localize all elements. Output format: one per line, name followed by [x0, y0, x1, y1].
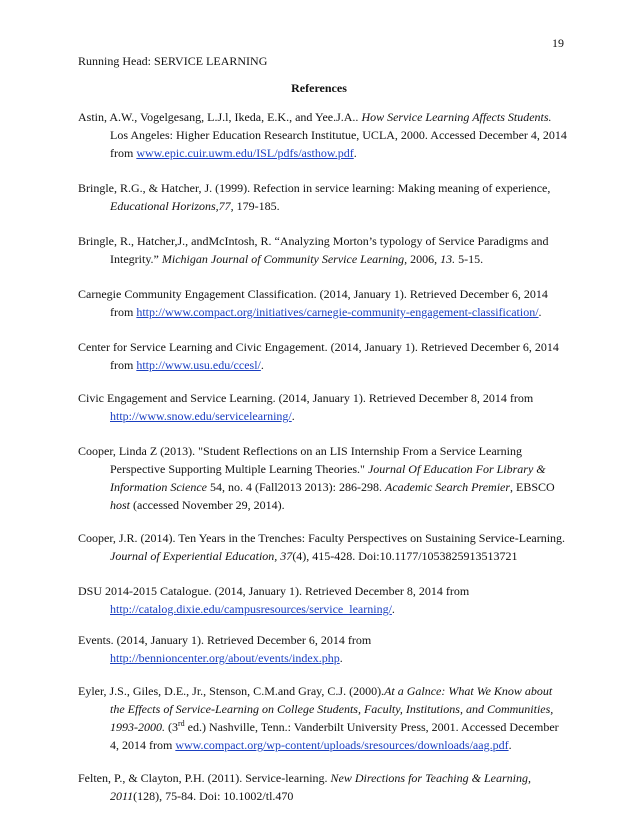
- ref-text: Felten, P., & Clayton, P.H. (2011). Service-learning.: [78, 771, 331, 785]
- ref-link[interactable]: http://bennioncenter.org/about/events/index.php: [110, 651, 340, 665]
- ref-superscript: rd: [178, 719, 185, 728]
- ref-text: Center for Service Learning and Civic Engagement. (2014, January 1). Retrieved December 6, 2014 from: [78, 340, 559, 372]
- ref-title: Journal of Experiential Education, 37: [110, 549, 293, 563]
- ref-title: Educational Horizons,77,: [110, 199, 234, 213]
- ref-link[interactable]: www.compact.org/wp-content/uploads/sresources/downloads/aag.pdf: [175, 738, 509, 752]
- ref-text: ed.) Nashville, Tenn.: Vanderbilt University Press, 2001. Accessed December 4, 2014 from: [110, 720, 559, 752]
- ref-volume: 13.: [440, 252, 456, 266]
- reference-item: [78, 442, 568, 514]
- ref-text: .: [538, 305, 542, 319]
- ref-text: Civic Engagement and Service Learning. (2014, January 1). Retrieved December 8, 2014 from: [78, 391, 534, 405]
- ref-link[interactable]: http://catalog.dixie.edu/campusresources/service_learning/: [110, 602, 392, 616]
- ref-text: Events. (2014, January 1). Retrieved December 6, 2014 from: [78, 633, 372, 647]
- reference-item: [78, 631, 568, 667]
- ref-text: .: [291, 409, 295, 423]
- ref-text: DSU 2014-2015 Catalogue. (2014, January 1). Retrieved December 8, 2014 from: [78, 584, 470, 598]
- reference-item: [78, 179, 568, 215]
- ref-text: Bringle, R., Hatcher,J., andMcIntosh, R. “Analyzing Morton’s typology of Service Paradigms and Integrity.”: [78, 234, 549, 266]
- reference-item: [78, 338, 568, 374]
- running-head: Running Head: SERVICE LEARNING: [78, 54, 268, 68]
- reference-item: [78, 232, 568, 268]
- ref-title: At a Galnce: What We Know about the Effects of Service-Learning on College Students, Faculty, Institutions, and Communities, 1993-2000.: [110, 684, 554, 734]
- ref-text: Carnegie Community Engagement Classification. (2014, January 1). Retrieved December 6, 2014 from: [78, 287, 548, 319]
- reference-item: [78, 582, 568, 618]
- ref-text: (128), 75-84. Doi: 10.1002/tl.470: [133, 789, 294, 803]
- reference-item: [78, 769, 568, 805]
- ref-text: (3: [165, 720, 178, 734]
- ref-text: Cooper, Linda Z (2013). "Student Reflections on an LIS Internship From a Service Learning Perspective Supporting Multiple Learning Theories.": [78, 444, 522, 476]
- reference-list: [78, 108, 568, 820]
- ref-database: Academic Search Premier: [384, 480, 511, 494]
- ref-text: 5-15.: [455, 252, 484, 266]
- ref-text: Astin, A.W., Vogelgesang, L.J.l, Ikeda, E.K., and Yee.J.A..: [78, 110, 362, 124]
- page-title: References: [291, 81, 347, 95]
- ref-text: Bringle, R.G., & Hatcher, J. (1999). Refection in service learning: Making meaning of experience,: [78, 181, 551, 195]
- ref-text: .: [508, 738, 512, 752]
- reference-item: [78, 285, 568, 321]
- ref-title: Michigan Journal of Community Service Learning,: [161, 252, 408, 266]
- reference-item: [78, 108, 568, 162]
- ref-title: Journal Of Education For Library & Information Science: [110, 462, 546, 494]
- ref-text: Los Angeles: Higher Education Research Institutue, UCLA, 2000. Accessed December 4, 2014 from: [110, 128, 567, 160]
- ref-text: 54, no. 4 (Fall2013 2013): 286-298.: [206, 480, 385, 494]
- ref-text: .: [391, 602, 395, 616]
- reference-item: [78, 389, 568, 425]
- ref-link[interactable]: http://www.compact.org/initiatives/carnegie-community-engagement-classification/: [136, 305, 539, 319]
- ref-text: (4), 415-428. Doi:10.1177/1053825913513721: [292, 549, 518, 563]
- ref-text: 179-185.: [233, 199, 280, 213]
- ref-text: .: [353, 146, 357, 160]
- reference-item: [78, 682, 568, 754]
- ref-link[interactable]: www.epic.cuir.uwm.edu/ISL/pdfs/asthow.pdf: [136, 146, 354, 160]
- ref-host: host: [110, 498, 131, 512]
- ref-text: Cooper, J.R. (2014). Ten Years in the Trenches: Faculty Perspectives on Sustaining Service-Learning.: [78, 531, 566, 545]
- ref-text: , EBSCO: [510, 480, 555, 494]
- page-number: 19: [552, 36, 564, 50]
- ref-title: New Directions for Teaching & Learning, 2011: [110, 771, 531, 803]
- ref-text: .: [339, 651, 343, 665]
- ref-text: 2006,: [407, 252, 441, 266]
- reference-item: [78, 529, 568, 565]
- ref-text: (accessed November 29, 2014).: [130, 498, 285, 512]
- ref-link[interactable]: http://www.usu.edu/ccesl/: [136, 358, 261, 372]
- ref-text: .: [260, 358, 264, 372]
- ref-link[interactable]: http://www.snow.edu/servicelearning/: [110, 409, 292, 423]
- ref-text: Eyler, J.S., Giles, D.E., Jr., Stenson, C.M.and Gray, C.J. (2000).: [78, 684, 385, 698]
- ref-title: How Service Learning Affects Students.: [361, 110, 552, 124]
